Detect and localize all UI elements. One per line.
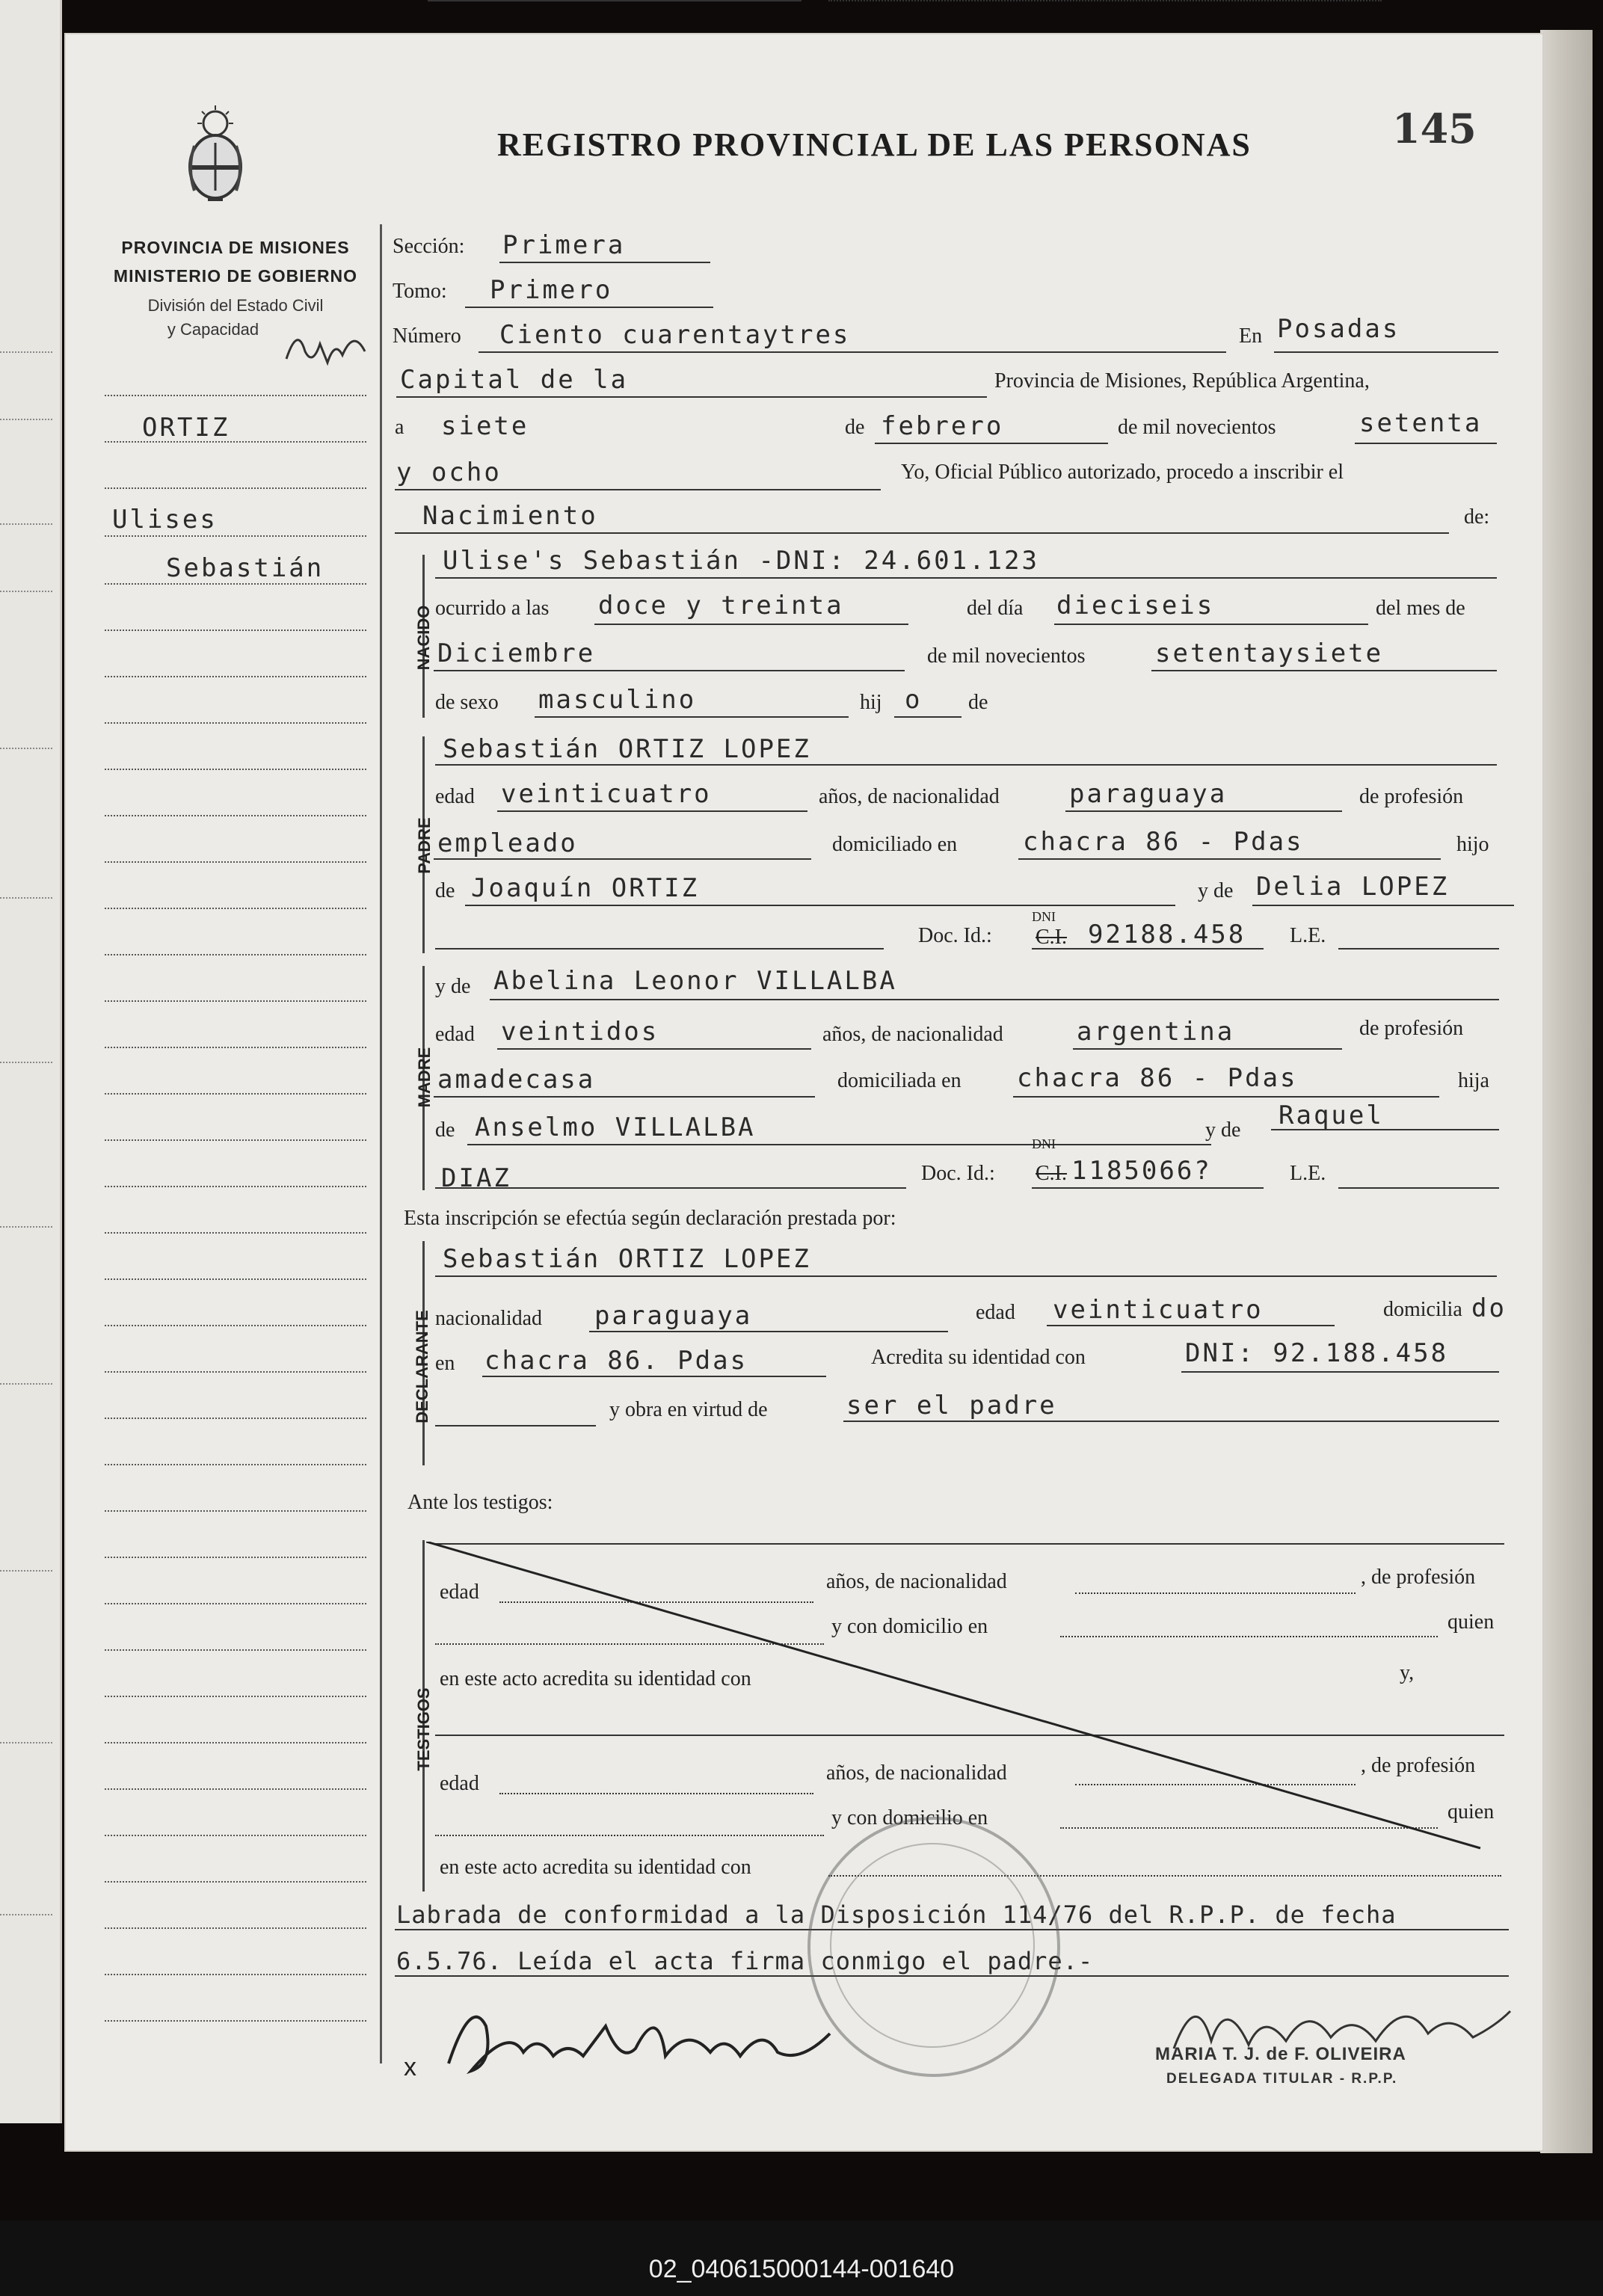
padre-profesion: empleado bbox=[437, 828, 578, 858]
sidebar-surname: ORTIZ bbox=[142, 413, 230, 443]
madre-padre-de: Anselmo VILLALBA bbox=[475, 1112, 756, 1142]
en-label: En bbox=[1239, 324, 1263, 348]
province-name: PROVINCIA DE MISIONES bbox=[121, 238, 350, 257]
sexo-label: de sexo bbox=[435, 691, 499, 714]
dia-value: siete bbox=[441, 411, 529, 441]
testigos-section-label: TESTIGOS bbox=[414, 1687, 433, 1771]
testigo1-quien-label: quien bbox=[1447, 1610, 1495, 1634]
padre-le-label: L.E. bbox=[1290, 924, 1326, 947]
sexo-value: masculino bbox=[538, 685, 697, 715]
padre-doc: 92188.458 bbox=[1088, 920, 1246, 950]
oficial-nombre: MARIA T. J. de F. OLIVEIRA bbox=[1155, 2044, 1406, 2064]
mil-novecientos-nacido-label: de mil novecientos bbox=[927, 644, 1086, 668]
mes-nacimiento: Diciembre bbox=[437, 638, 596, 668]
padre-madre-de: Delia LOPEZ bbox=[1256, 872, 1450, 902]
nota-line-2: 6.5.76. Leída el acta firma conmigo el padre.- bbox=[396, 1947, 1094, 1975]
oficial-text: Yo, Oficial Público autorizado, procedo a inscribir el bbox=[901, 461, 1344, 484]
seccion-label: Sección: bbox=[393, 235, 465, 258]
madre-nacionalidad: argentina bbox=[1077, 1017, 1235, 1047]
argentina-coat-of-arms-icon bbox=[179, 101, 251, 213]
declarante-virtud-label: y obra en virtud de bbox=[609, 1398, 768, 1421]
declarante-intro: Esta inscripción se efectúa según declaración prestada por: bbox=[404, 1207, 896, 1230]
del-dia-label: del día bbox=[967, 597, 1024, 620]
madre-profesion: amadecasa bbox=[437, 1065, 596, 1095]
en-value: Posadas bbox=[1277, 314, 1400, 344]
page-edge-stack bbox=[1540, 30, 1593, 2153]
numero-value: Ciento cuarentaytres bbox=[499, 320, 851, 350]
madre-hija-label: hija bbox=[1458, 1069, 1489, 1092]
declarante-dom-label: domicilia bbox=[1383, 1298, 1462, 1321]
madre-nombre: Abelina Leonor VILLALBA bbox=[493, 966, 897, 996]
mil-novecientos-label: de mil novecientos bbox=[1118, 416, 1276, 439]
official-seal-inner bbox=[830, 1843, 1035, 2048]
madre-doc-dni-mark: DNI bbox=[1032, 1136, 1056, 1151]
anio-value-b: y ocho bbox=[396, 458, 502, 487]
declarante-signature bbox=[441, 1981, 860, 2093]
padre-edad: veinticuatro bbox=[501, 779, 712, 809]
ocurrido-label: ocurrido a las bbox=[435, 597, 550, 620]
padre-doc-label: Doc. Id.: bbox=[918, 924, 992, 947]
padre-hijo-label: hijo bbox=[1456, 833, 1489, 856]
testigo2-acredita-label: en este acto acredita su identidad con bbox=[440, 1856, 751, 1879]
declarante-nacionalidad: paraguaya bbox=[594, 1301, 753, 1331]
madre-madre-de-b: DIAZ bbox=[441, 1163, 511, 1193]
capacidad-label: y Capacidad bbox=[167, 320, 259, 339]
column-separator bbox=[380, 224, 382, 2063]
hij-label: hij bbox=[860, 691, 882, 714]
padre-prof-label: de profesión bbox=[1359, 785, 1464, 808]
padre-padre-de: Joaquín ORTIZ bbox=[471, 873, 700, 903]
madre-dom-label: domiciliada en bbox=[837, 1069, 962, 1092]
padre-nombre: Sebastián ORTIZ LOPEZ bbox=[443, 734, 811, 764]
division-name: División del Estado Civil bbox=[147, 296, 324, 315]
nacido-section-label: NACIDO bbox=[414, 605, 433, 671]
testigo2-edad-label: edad bbox=[440, 1772, 479, 1795]
testigo1-prof-label: , de profesión bbox=[1361, 1566, 1476, 1589]
archive-reference: 02_040615000144-001640 bbox=[648, 2255, 955, 2283]
declarante-edad: veinticuatro bbox=[1053, 1295, 1264, 1325]
declarante-domicilio: chacra 86. Pdas bbox=[484, 1346, 748, 1376]
initials-signature bbox=[283, 321, 372, 374]
padre-domicilio: chacra 86 - Pdas bbox=[1023, 827, 1304, 857]
madre-doc: 1185066? bbox=[1071, 1156, 1212, 1186]
madre-y-de-label-2: y de bbox=[1205, 1118, 1241, 1142]
testigo2-quien-label: quien bbox=[1447, 1800, 1495, 1823]
page-title: REGISTRO PROVINCIAL DE LAS PERSONAS bbox=[497, 126, 1252, 163]
madre-edad-label: edad bbox=[435, 1023, 475, 1046]
tomo-value: Primero bbox=[490, 275, 613, 305]
declarante-section-label: DECLARANTE bbox=[413, 1310, 431, 1424]
x-mark: x bbox=[404, 2053, 416, 2081]
madre-prof-label: de profesión bbox=[1359, 1017, 1464, 1040]
testigo1-dom-label: y con domicilio en bbox=[831, 1615, 988, 1638]
declarante-nac-label: nacionalidad bbox=[435, 1307, 543, 1330]
a-label: a bbox=[395, 416, 404, 439]
madre-madre-de-a: Raquel bbox=[1279, 1101, 1384, 1130]
madre-doc-label: Doc. Id.: bbox=[921, 1162, 995, 1185]
capital-value: Capital de la bbox=[400, 365, 629, 395]
acto-value: Nacimiento bbox=[422, 501, 598, 531]
madre-edad: veintidos bbox=[501, 1017, 659, 1047]
dia-nacimiento: dieciseis bbox=[1056, 591, 1215, 621]
declarante-identidad: DNI: 92.188.458 bbox=[1185, 1338, 1449, 1368]
de-label: de bbox=[845, 416, 865, 439]
testigo1-y-label: y, bbox=[1400, 1661, 1415, 1684]
ministry-name: MINISTERIO DE GOBIERNO bbox=[113, 266, 358, 286]
testigos-intro: Ante los testigos: bbox=[407, 1491, 553, 1514]
madre-section-label: MADRE bbox=[415, 1047, 434, 1108]
numero-label: Número bbox=[393, 324, 461, 348]
testigo2-dom-label: y con domicilio en bbox=[831, 1806, 988, 1829]
padre-y-de-label: y de bbox=[1198, 879, 1234, 902]
testigo1-edad-label: edad bbox=[440, 1581, 479, 1604]
declarante-en-label: en bbox=[435, 1352, 455, 1375]
hij-value: o bbox=[905, 685, 923, 715]
cancel-slash bbox=[426, 1542, 1488, 1856]
declarante-edad-label: edad bbox=[976, 1301, 1015, 1324]
de-colon-label: de: bbox=[1464, 505, 1490, 529]
madre-le-label: L.E. bbox=[1290, 1162, 1326, 1185]
provincia-text: Provincia de Misiones, República Argentina, bbox=[994, 369, 1370, 393]
hora-value: doce y treinta bbox=[598, 591, 844, 621]
anio-nacimiento: setentaysiete bbox=[1155, 638, 1384, 668]
declarante-acredita-label: Acredita su identidad con bbox=[871, 1346, 1086, 1369]
testigo2-nac-label: años, de nacionalidad bbox=[826, 1761, 1007, 1785]
nacido-de-label: de bbox=[968, 691, 988, 714]
nacido-nombre: Ulise's Sebastián -DNI: 24.601.123 bbox=[443, 546, 1039, 576]
declarante-virtud: ser el padre bbox=[846, 1391, 1057, 1421]
folio-number: 145 bbox=[1392, 105, 1477, 153]
declarante-dom-suffix: do bbox=[1471, 1293, 1507, 1323]
testigo2-prof-label: , de profesión bbox=[1361, 1754, 1476, 1777]
padre-section-label: PADRE bbox=[415, 817, 434, 874]
nota-line-1: Labrada de conformidad a la Disposición 114/76 del R.P.P. de fecha bbox=[396, 1900, 1397, 1929]
declarante-nombre: Sebastián ORTIZ LOPEZ bbox=[443, 1244, 811, 1274]
padre-de-label: de bbox=[435, 879, 455, 902]
padre-nacionalidad: paraguaya bbox=[1069, 779, 1228, 809]
madre-y-de-label: y de bbox=[435, 975, 471, 998]
seccion-value: Primera bbox=[502, 230, 626, 260]
madre-de-label: de bbox=[435, 1118, 455, 1142]
anio-value-a: setenta bbox=[1359, 408, 1483, 438]
padre-dom-label: domiciliado en bbox=[832, 833, 958, 856]
sidebar-given-name-1: Ulises bbox=[112, 505, 218, 535]
padre-doc-dni-mark: DNI bbox=[1032, 909, 1056, 924]
oficial-cargo: DELEGADA TITULAR - R.P.P. bbox=[1166, 2071, 1398, 2087]
tomo-label: Tomo: bbox=[393, 280, 447, 303]
madre-domicilio: chacra 86 - Pdas bbox=[1017, 1063, 1298, 1093]
padre-doc-type: C.I. bbox=[1036, 926, 1067, 949]
testigo1-acredita-label: en este acto acredita su identidad con bbox=[440, 1667, 751, 1690]
del-mes-label: del mes de bbox=[1376, 597, 1465, 620]
testigo1-nac-label: años, de nacionalidad bbox=[826, 1570, 1007, 1593]
madre-nac-label: años, de nacionalidad bbox=[822, 1023, 1003, 1046]
padre-edad-label: edad bbox=[435, 785, 475, 808]
padre-nac-label: años, de nacionalidad bbox=[819, 785, 1000, 808]
sidebar-given-name-2: Sebastián bbox=[166, 553, 324, 583]
madre-doc-type: C.I. bbox=[1036, 1162, 1067, 1185]
mes-value: febrero bbox=[881, 411, 1004, 441]
